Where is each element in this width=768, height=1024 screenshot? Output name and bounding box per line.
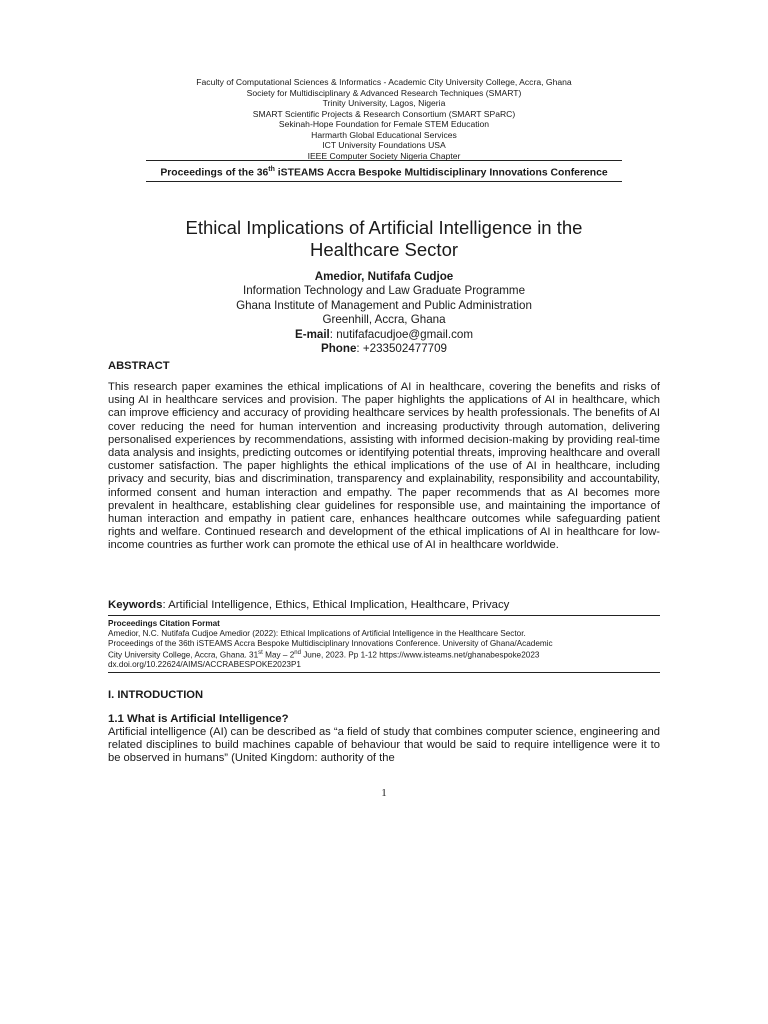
email-label: E-mail: [294, 327, 330, 341]
banner-bottom-rule: [146, 181, 622, 182]
page-number: 1: [381, 787, 387, 799]
title-line-1: Ethical Implications of Artificial Intelligence in the: [185, 217, 583, 238]
abstract-heading: ABSTRACT: [108, 360, 170, 372]
affiliation-line: IEEE Computer Society Nigeria Chapter: [307, 150, 461, 161]
affiliation-line: Faculty of Computational Sciences & Informatics - Academic City University College, Accra, Ghana: [196, 77, 572, 87]
introduction-text: Artificial intelligence (AI) can be described as “a field of study that combines computer science, engineering and related disciplines to build machines capable of behaviour that would be said to require intelligence were it to be observed in humans” (United Kingdom: authority of the: [108, 726, 660, 765]
paper-title: [108, 217, 660, 261]
affiliation-line: Trinity University, Lagos, Nigeria: [322, 98, 446, 108]
citation-line: Proceedings of the 36th iSTEAMS Accra Bespoke Multidisciplinary Innovations Conference. University of Ghana/Academic: [108, 638, 553, 648]
keywords: [108, 599, 668, 611]
phone-value: : +233502477709: [356, 342, 448, 356]
author-phone: [108, 342, 660, 356]
author-email: [108, 328, 660, 342]
affiliations-header: [108, 77, 660, 161]
citation-box: [108, 615, 660, 673]
abstract-text: This research paper examines the ethical implications of AI in healthcare, covering the benefits and risks of using AI in healthcare services and provision. The paper highlights the applications of AI in healthcare, which can improve efficiency and accuracy of providing healthcare services by health professionals. The benefits of AI cover reducing the need for human intervention and increasing productivity through automation, delivering personalised experiences by recommendations, assisting with informed decision-making by providing real-time data analysis and insights, predicting outcomes or identifying potential threats, improving healthcare and overall customer satisfaction. The paper highlights the ethical implications of the use of AI in healthcare, including privacy and security, bias and discrimination, transparency and explainability, responsibility and accountability, informed consent and human interaction and empathy. The paper recommends that as AI becomes more prevalent in healthcare, establishing clear guidelines for responsible use, and maintaining the importance of human interaction and empathy in patient care, enhances healthcare outcomes while safeguarding patient rights and welfare. Continued research and development of the ethical implications of AI in healthcare for low-income countries as further work can promote the ethical use of AI in healthcare worldwide.: [108, 381, 660, 552]
section-1-1-heading: 1.1 What is Artificial Intelligence?: [108, 713, 289, 725]
introduction-heading: I. INTRODUCTION: [108, 689, 204, 701]
citation-doi: dx.doi.org/10.22624/AIMS/ACCRABESPOKE2023P1: [108, 660, 301, 670]
affiliation-line: Harmarth Global Educational Services: [311, 129, 457, 140]
phone-label: Phone: [320, 342, 357, 356]
banner-top-rule: [146, 160, 622, 161]
affiliation-line: ICT University Foundations USA: [322, 140, 446, 150]
citation-heading: Proceedings Citation Format: [108, 619, 220, 628]
keywords-label: Keywords: [108, 599, 163, 611]
author-block: [108, 270, 660, 356]
email-value: : nutifafacudjoe@gmail.com: [329, 327, 474, 341]
keywords-text: : Artificial Intelligence, Ethics, Ethical Implication, Healthcare, Privacy: [162, 599, 510, 611]
citation-line: Amedior, N.C. Nutifafa Cudjoe Amedior (2022): Ethical Implications of Artificial Intelligence in the Healthcare Sector.: [108, 628, 526, 638]
author-name: Amedior, Nutifafa Cudjoe: [314, 270, 454, 283]
affiliation-line: Society for Multidisciplinary & Advanced Research Techniques (SMART): [246, 87, 522, 98]
title-line-2: Healthcare Sector: [309, 239, 459, 260]
affiliation-line: Sekinah-Hope Foundation for Female STEM Education: [278, 119, 490, 129]
author-institution: Ghana Institute of Management and Public Administration: [236, 298, 532, 312]
citation-line: City University College, Accra, Ghana. 31st May – 2nd June, 2023. Pp 1-12 https://www.isteams.net/ghanabespoke2023: [108, 649, 540, 660]
proceedings-banner: Proceedings of the 36th iSTEAMS Accra Bespoke Multidisciplinary Innovations Conference: [160, 166, 608, 179]
author-programme: Information Technology and Law Graduate Programme: [242, 284, 526, 298]
author-location: Greenhill, Accra, Ghana: [322, 313, 446, 327]
affiliation-line: SMART Scientific Projects & Research Consortium (SMART SPaRC): [252, 108, 516, 119]
